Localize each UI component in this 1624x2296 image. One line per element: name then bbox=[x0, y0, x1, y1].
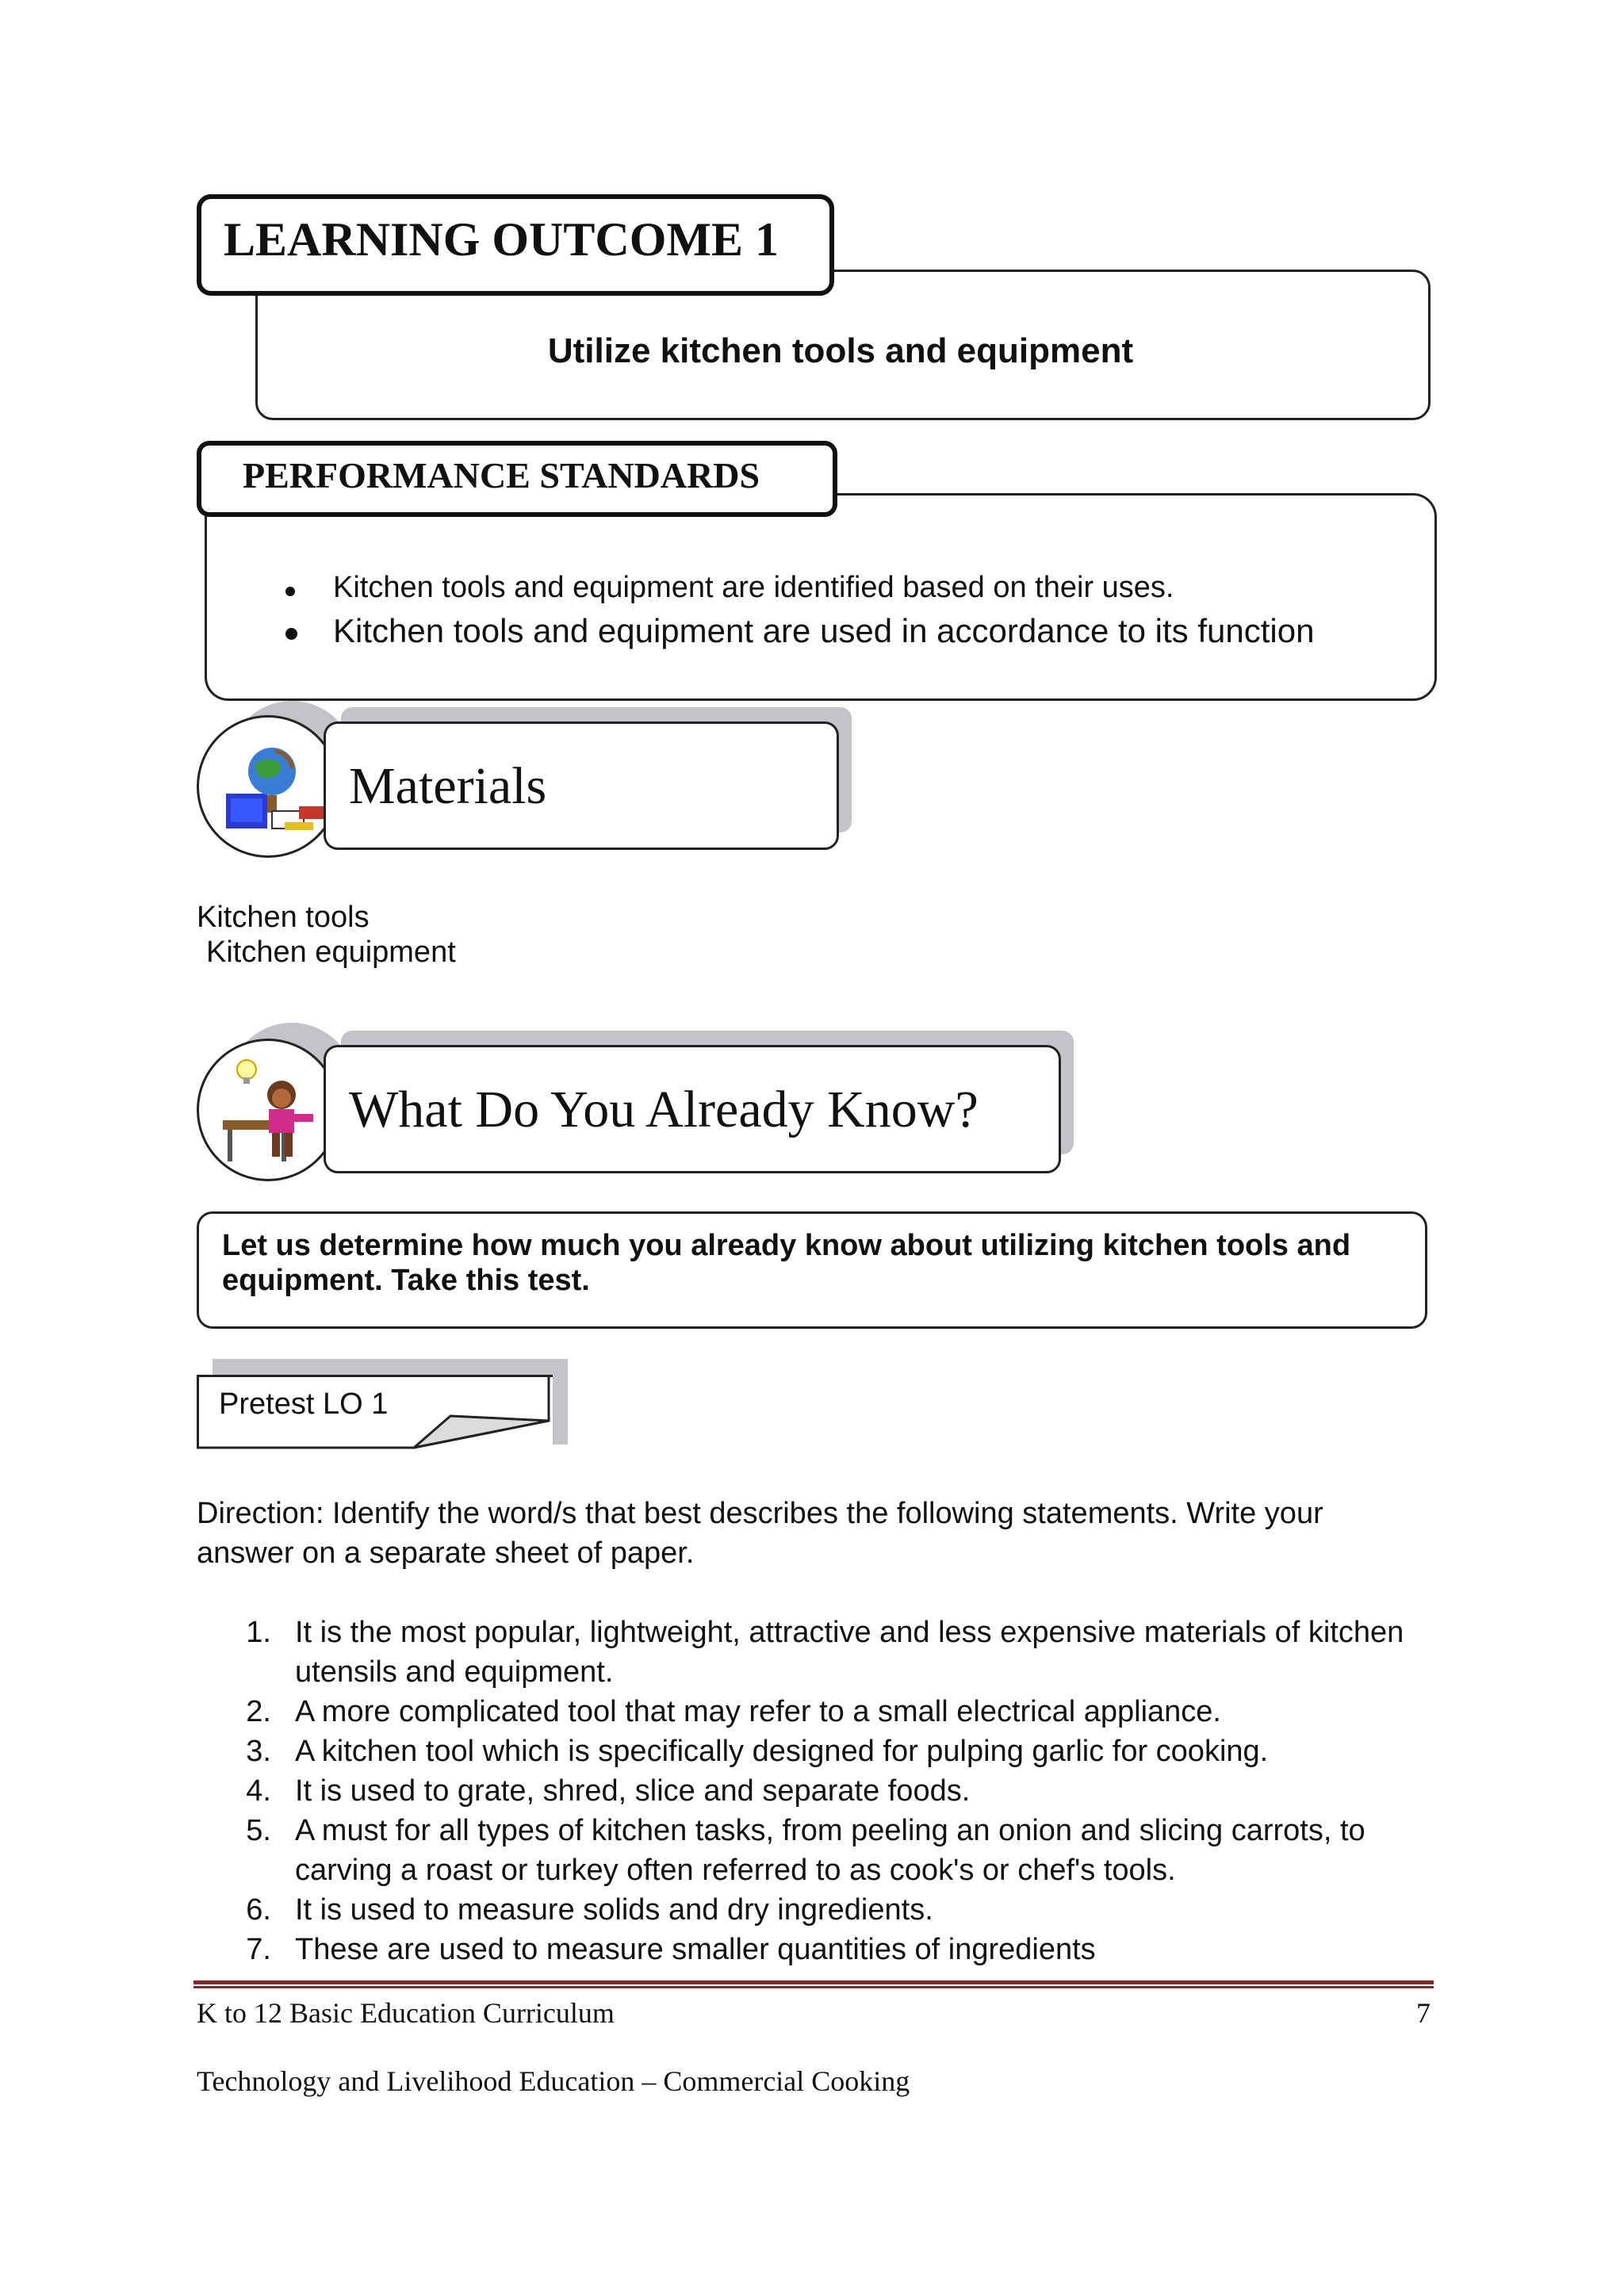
question-text: It is the most popular, lightweight, attractive and less expensive materials of kitchen bbox=[295, 1616, 1404, 1649]
performance-standards-title: PERFORMANCE STANDARDS bbox=[243, 455, 760, 496]
question-text: A more complicated tool that may refer to a small electrical appliance. bbox=[295, 1695, 1221, 1728]
question-number: 7. bbox=[246, 1933, 271, 1966]
learning-outcome-subtitle: Utilize kitchen tools and equipment bbox=[547, 331, 1134, 370]
footer-curriculum: K to 12 Basic Education Curriculum bbox=[197, 1997, 615, 2029]
question-text: carving a roast or turkey often referred to as cook's or chef's tools. bbox=[295, 1854, 1176, 1887]
intro-text-line: equipment. Take this test. bbox=[222, 1264, 590, 1297]
question-text: A kitchen tool which is specifically designed for pulping garlic for cooking. bbox=[295, 1735, 1269, 1768]
question-text: It is used to grate, shred, slice and separate foods. bbox=[295, 1774, 971, 1808]
globe-books-icon bbox=[199, 718, 337, 855]
question-number: 5. bbox=[246, 1814, 271, 1847]
already-know-icon-frame bbox=[197, 1039, 339, 1181]
footer-subject: Technology and Livelihood Education – Commercial Cooking bbox=[197, 2065, 910, 2097]
question-number: 3. bbox=[246, 1735, 271, 1768]
question-text: These are used to measure smaller quantities of ingredients bbox=[295, 1933, 1096, 1966]
materials-item: Kitchen equipment bbox=[206, 936, 456, 969]
student-desk-idea-icon bbox=[199, 1041, 337, 1179]
question-number: 1. bbox=[246, 1616, 271, 1649]
question-text: It is used to measure solids and dry ingredients. bbox=[295, 1893, 933, 1927]
bullet-icon bbox=[285, 587, 295, 596]
materials-item: Kitchen tools bbox=[197, 901, 370, 934]
materials-title: Materials bbox=[349, 757, 547, 815]
question-number: 2. bbox=[246, 1695, 271, 1728]
question-text: A must for all types of kitchen tasks, from peeling an onion and slicing carrots, to bbox=[295, 1814, 1365, 1847]
intro-text-line: Let us determine how much you already know about utilizing kitchen tools and bbox=[222, 1229, 1351, 1262]
question-number: 6. bbox=[246, 1893, 271, 1927]
materials-icon-frame bbox=[197, 715, 339, 858]
footer-rule bbox=[193, 1980, 1434, 1988]
document-page: Utilize kitchen tools and equipment LEARNING OUTCOME 1 PERFORMANCE STANDARDS Kitchen tools and equipment are identified based on their uses. Kitchen tools and equipment are used in accordance to its function Materials Kitchen tools Kitchen equipment What Do You Already Know? Let us determine how much you already know about utilizing kitchen tools and equipment. Take this test. Pretest LO 1 Direction: Identify the word/s that best describes the following statements. Write your answer on a separate sheet of paper. 1. It is the most popular, lightweight, attractive and less expensive materials of kitchen utensils and equipment. 2. A more complicated tool that may refer to a small electrical appliance. 3. A kitchen tool which is specifically designed for pulping garlic for cooking. 4. It is used to grate, shred, slice and separate foods. 5. A must for all types of kitchen tasks, from peeling an onion and slicing carrots, to carving a roast or turkey often referred to as cook's or chef's tools. 6. It is used to measure solids and dry ingredients. 7. These are used to measure smaller quantities of ingredients K to 12 Basic Education Curriculum 7 Technology and Livelihood Education – Commercial Cooking bbox=[0, 0, 1624, 2296]
already-know-title: What Do You Already Know? bbox=[349, 1081, 979, 1138]
direction-line: answer on a separate sheet of paper. bbox=[197, 1536, 695, 1570]
question-number: 4. bbox=[246, 1774, 271, 1808]
pretest-label: Pretest LO 1 bbox=[219, 1387, 389, 1421]
question-text: utensils and equipment. bbox=[295, 1655, 614, 1689]
bullet-icon bbox=[285, 628, 297, 640]
direction-line: Direction: Identify the word/s that best describes the following statements. Write your bbox=[197, 1497, 1323, 1530]
page-number: 7 bbox=[1416, 1997, 1431, 2029]
learning-outcome-title: LEARNING OUTCOME 1 bbox=[224, 213, 779, 266]
